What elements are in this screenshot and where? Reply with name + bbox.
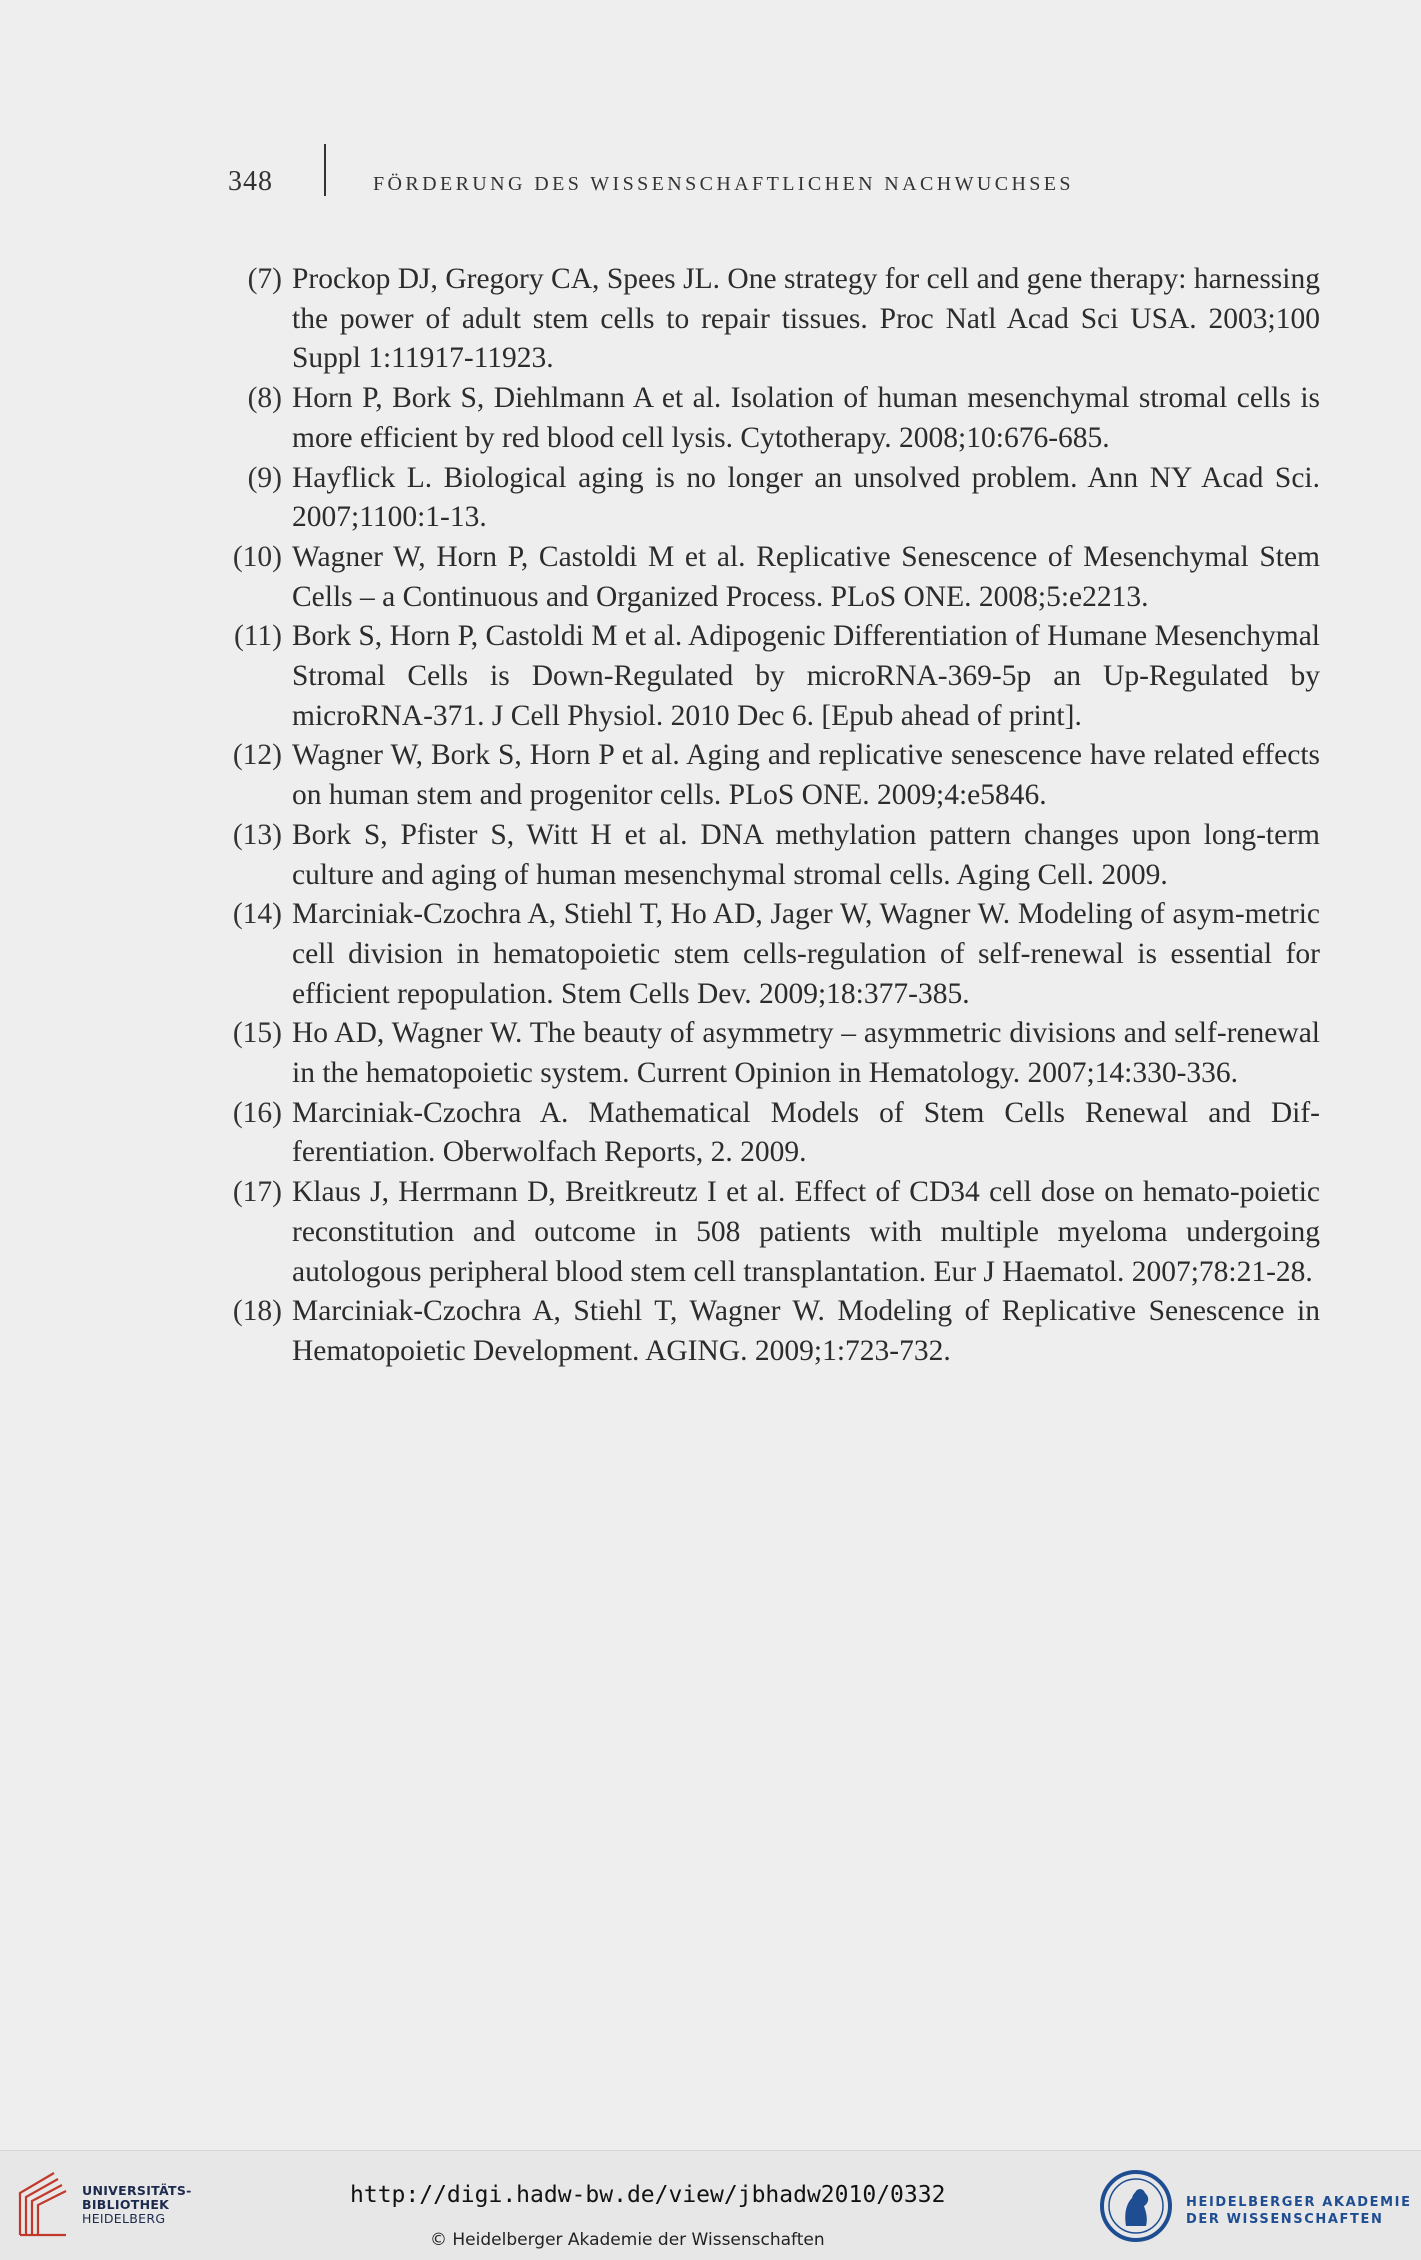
academy-name-line: DER WISSENSCHAFTEN xyxy=(1186,2212,1384,2227)
reference-number: (15) xyxy=(232,1017,282,1050)
reference-number: (16) xyxy=(232,1096,282,1129)
reference-text: Hayflick L. Biological aging is no longer an unsolved problem. Ann NY Acad Sci. 2007;1100:1-13. xyxy=(292,461,1320,534)
university-library-name xyxy=(82,2184,192,2226)
viewer-footer xyxy=(0,2150,1421,2260)
reference-number: (18) xyxy=(232,1295,282,1328)
reference-number: (14) xyxy=(232,898,282,931)
reference-item xyxy=(224,617,1320,736)
reference-number: (17) xyxy=(232,1176,282,1209)
reference-text: Klaus J, Herrmann D, Breitkreutz I et al. Effect of CD34 cell dose on hemato-poietic reconstitution and outcome in 508 patients with multiple myeloma undergoing autologous peripheral blood stem cell transplantation. Eur J Haematol. 2007;78:21-28. xyxy=(292,1176,1320,1288)
library-name-line: UNIVERSITÄTS- xyxy=(82,2183,192,2198)
header-divider xyxy=(324,144,326,196)
university-library-logo-icon[interactable] xyxy=(14,2165,74,2245)
reference-list xyxy=(224,260,1320,1372)
reference-number: (9) xyxy=(247,461,282,494)
academy-name xyxy=(1186,2194,1412,2228)
academy-name-line: HEIDELBERGER AKADEMIE xyxy=(1186,2195,1412,2210)
reference-text: Marciniak-Czochra A, Stiehl T, Wagner W. Modeling of Replicative Senescence in Hematopoietic Development. AGING. 2009;1:723-732. xyxy=(292,1295,1320,1367)
running-head xyxy=(228,166,1228,206)
permalink-url[interactable]: http://digi.hadw-bw.de/view/jbhadw2010/0332 xyxy=(350,2182,946,2208)
reference-text: Bork S, Pfister S, Witt H et al. DNA methylation pattern changes upon long-term culture and aging of human mesenchymal stromal cells. Aging Cell. 2009. xyxy=(292,818,1320,891)
reference-text: Horn P, Bork S, Diehlmann A et al. Isolation of human mesenchymal stromal cells is more efficient by red blood cell lysis. Cytotherapy. 2008;10:676-685. xyxy=(292,382,1320,454)
reference-text: Marciniak-Czochra A. Mathematical Models of Stem Cells Renewal and Dif-ferentiation. Oberwolfach Reports, 2. 2009. xyxy=(292,1096,1320,1169)
reference-item xyxy=(224,260,1320,379)
reference-text: Ho AD, Wagner W. The beauty of asymmetry – asymmetric divisions and self-renewal in the hematopoietic system. Current Opinion in Hematology. 2007;14:330-336. xyxy=(292,1017,1320,1090)
reference-item xyxy=(224,816,1320,895)
reference-text: Wagner W, Bork S, Horn P et al. Aging and replicative senescence have related effects on human stem and progenitor cells. PLoS ONE. 2009;4:e5846. xyxy=(292,739,1320,812)
reference-item xyxy=(224,538,1320,617)
reference-number: (11) xyxy=(233,620,282,653)
page-number: 348 xyxy=(228,166,273,197)
library-name-line: BIBLIOTHEK xyxy=(82,2197,170,2212)
reference-number: (10) xyxy=(232,540,282,573)
copyright-notice: © Heidelberger Akademie der Wissenschaften xyxy=(430,2230,825,2250)
reference-item xyxy=(224,1173,1320,1292)
reference-item xyxy=(224,1292,1320,1371)
academy-seal-icon[interactable] xyxy=(1098,2168,1174,2244)
reference-number: (12) xyxy=(232,739,282,772)
reference-number: (8) xyxy=(247,382,282,415)
reference-item xyxy=(224,459,1320,538)
reference-number: (7) xyxy=(247,263,282,295)
reference-item xyxy=(224,1094,1320,1173)
reference-text: Marciniak-Czochra A, Stiehl T, Ho AD, Jager W, Wagner W. Modeling of asym-metric cell division in hematopoietic stem cells-regulation of self-renewal is essential for efficient repopulation. Stem Cells Dev. 2009;18:377-385. xyxy=(292,898,1320,1010)
reference-item xyxy=(224,895,1320,1014)
reference-item xyxy=(224,379,1320,458)
reference-item xyxy=(224,736,1320,815)
reference-number: (13) xyxy=(232,818,282,851)
reference-item xyxy=(224,1014,1320,1093)
library-name-line: HEIDELBERG xyxy=(82,2211,166,2226)
reference-text: Bork S, Horn P, Castoldi M et al. Adipogenic Differentiation of Humane Mesenchymal Stromal Cells is Down-Regulated by microRNA-369-5p an Up-Regulated by microRNA-371. J Cell Physiol. 2010 Dec 6. [Epub ahead of print]. xyxy=(292,620,1320,732)
running-title: FÖRDERUNG DES WISSENSCHAFTLICHEN NACHWUCHSES xyxy=(373,173,1074,195)
reference-text: Prockop DJ, Gregory CA, Spees JL. One strategy for cell and gene therapy: harnessing the power of adult stem cells to repair tissues. Proc Natl Acad Sci USA. 2003;100 Suppl 1:11917-11923. xyxy=(292,263,1320,375)
reference-text: Wagner W, Horn P, Castoldi M et al. Replicative Senescence of Mesenchymal Stem Cells – a Continuous and Organized Process. PLoS ONE. 2008;5:e2213. xyxy=(292,540,1320,613)
